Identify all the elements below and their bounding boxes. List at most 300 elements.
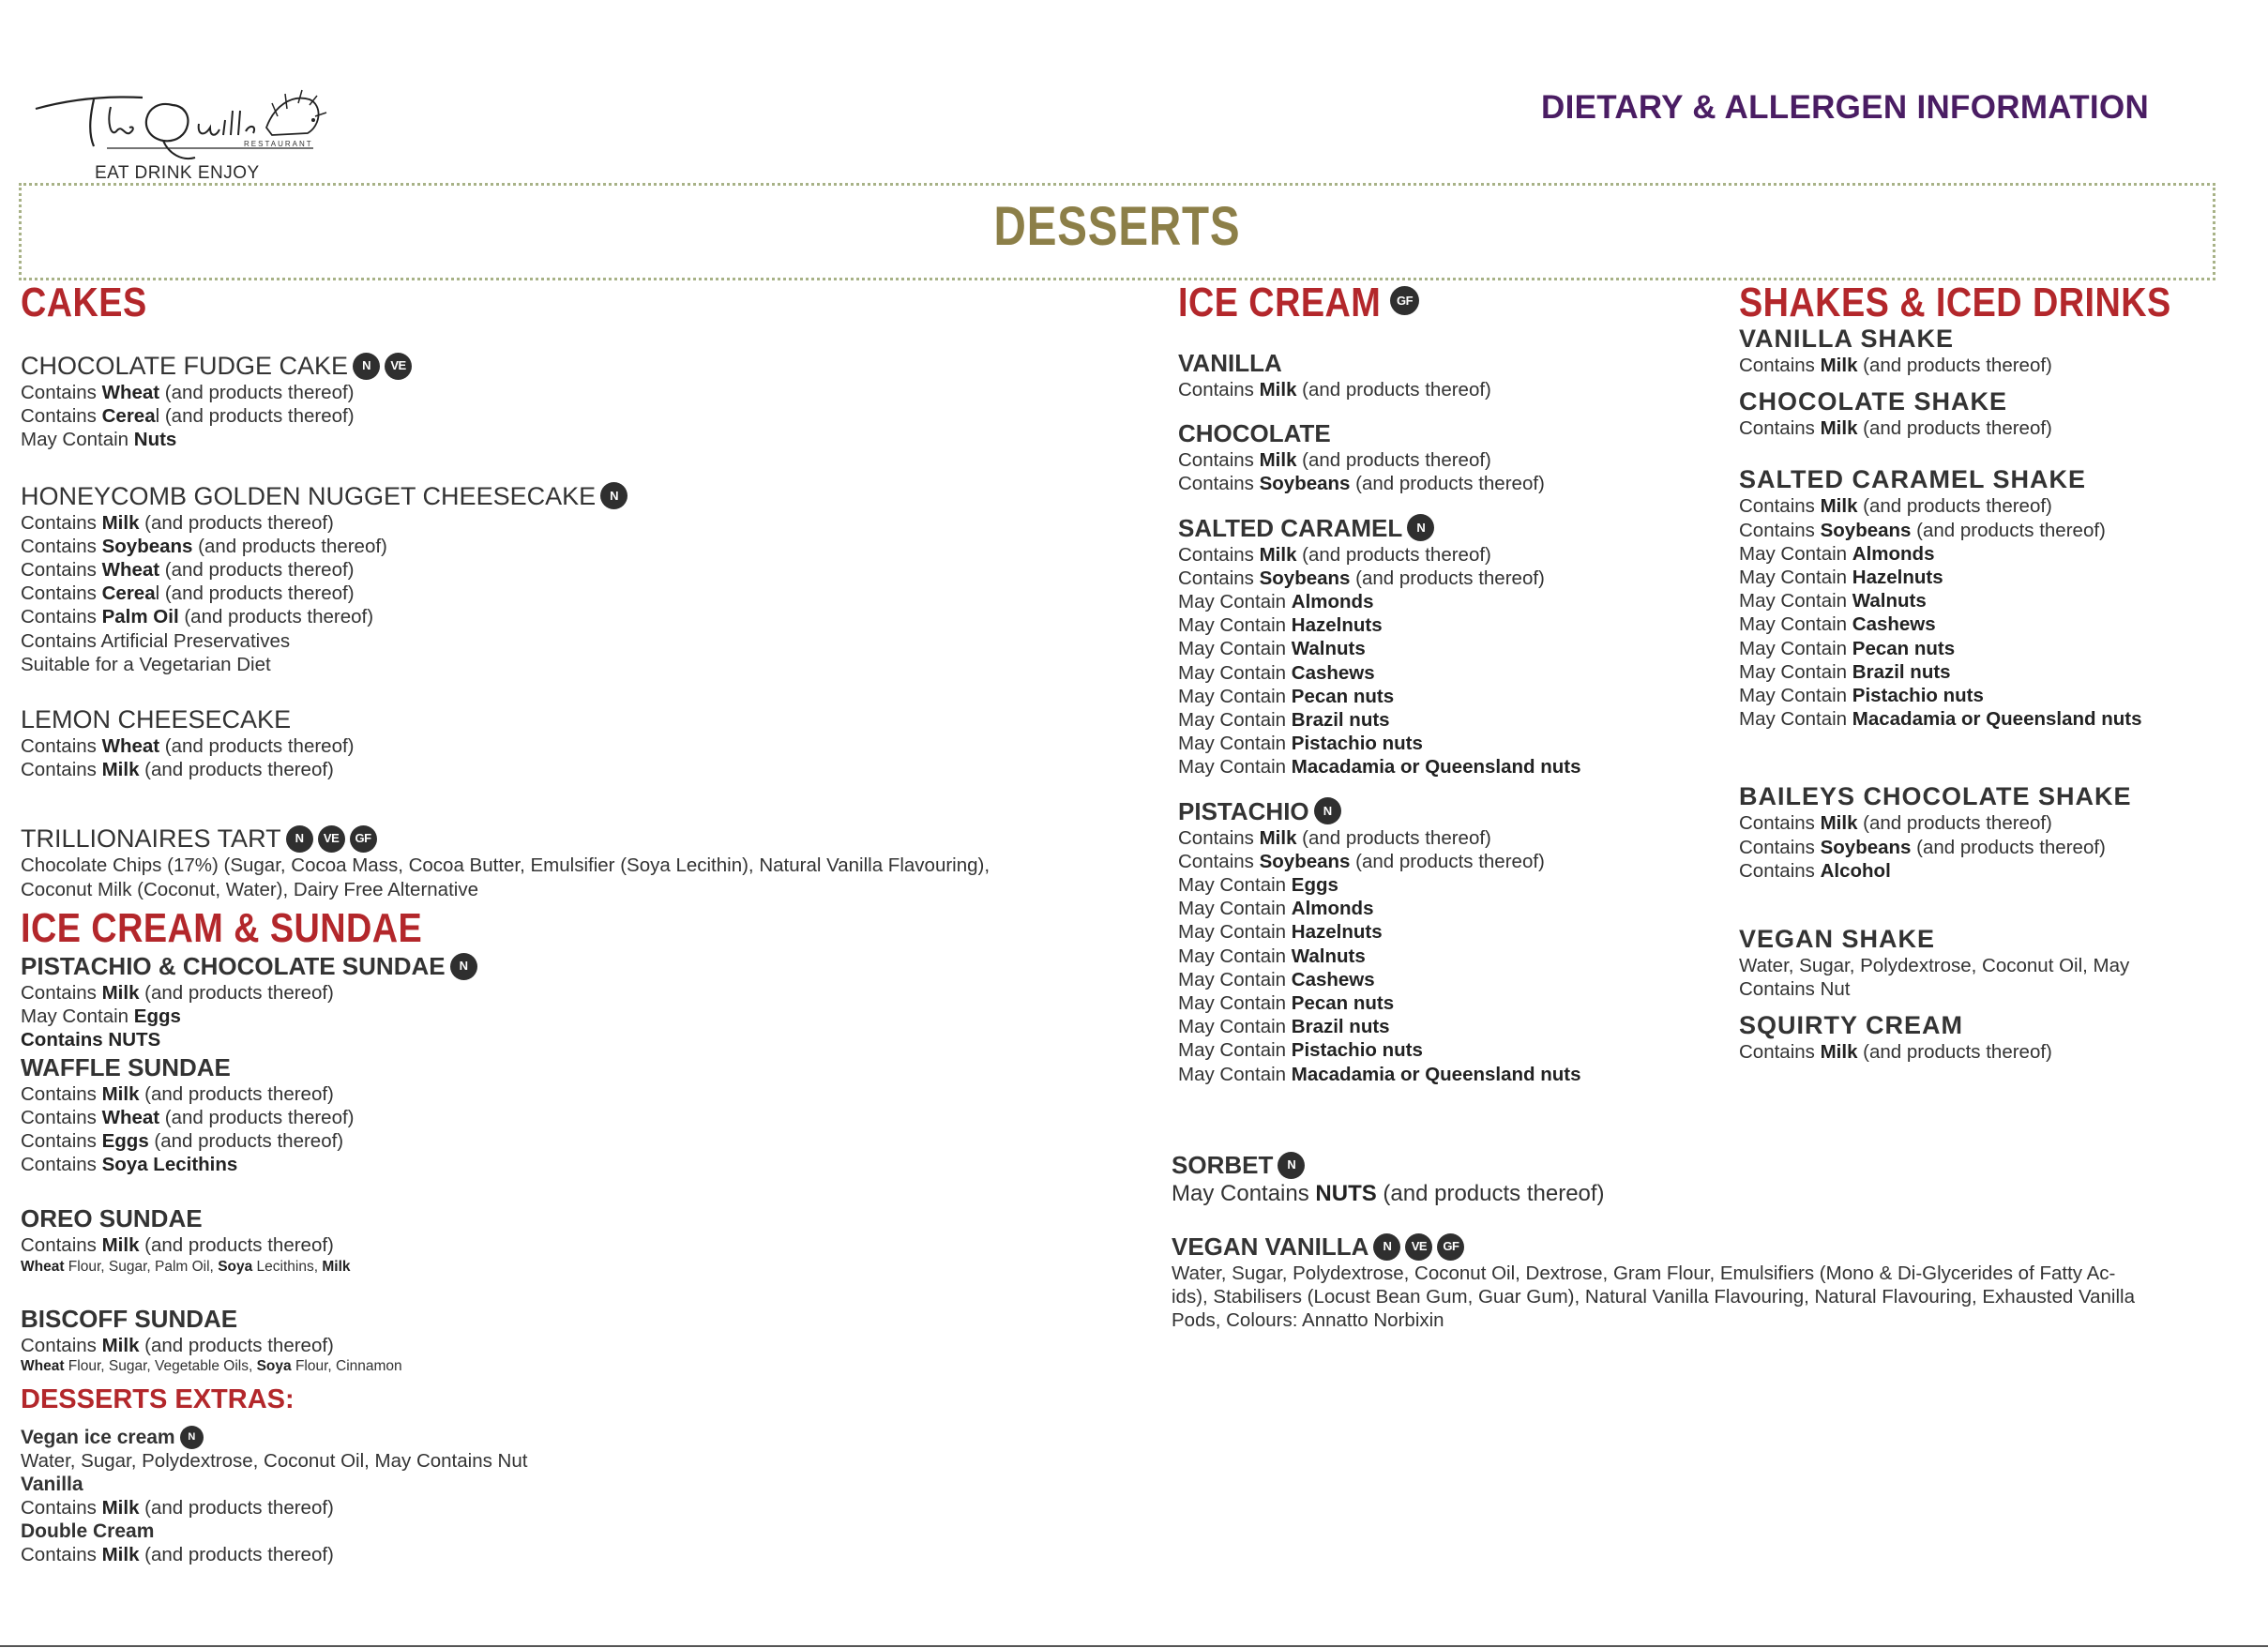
- spacer: [21, 452, 1146, 481]
- line-text: Contains: [21, 1497, 102, 1519]
- allergen-line: [1739, 1040, 2245, 1064]
- allergen-line: [21, 1496, 959, 1519]
- line-text: l (and products thereof): [155, 405, 355, 428]
- line-text: Contains: [1178, 567, 1260, 589]
- allergen-line: [21, 878, 1146, 901]
- line-text: May Contain: [1178, 1016, 1292, 1038]
- allergen-highlight: Pistachio nuts: [1852, 685, 1984, 707]
- item-name-text: VEGAN VANILLA: [1172, 1232, 1369, 1261]
- menu-item: [21, 824, 1146, 900]
- allergen-highlight: Cashews: [1291, 968, 1375, 990]
- spacer: [21, 781, 1146, 824]
- item-name: [1739, 324, 2245, 354]
- line-text: May Contain: [1178, 874, 1292, 897]
- allergen-line: [21, 981, 1146, 1005]
- allergen-highlight: Wheat: [101, 735, 160, 758]
- line-text: May Contain: [1178, 1039, 1292, 1062]
- line-text: May Contain: [1739, 637, 1852, 659]
- item-name: [21, 1052, 1146, 1082]
- shakes-heading: SHAKES & ICED DRINKS: [1739, 280, 2171, 325]
- menu-item: [21, 1052, 1146, 1177]
- item-name-text: VANILLA: [1178, 349, 1282, 377]
- line-text: Contains: [1178, 473, 1260, 495]
- spacer: [1739, 1001, 2245, 1010]
- item-name-text: BISCOFF SUNDAE: [21, 1304, 238, 1333]
- allergen-line: [1172, 1285, 2222, 1308]
- line-text: May Contain: [1739, 542, 1852, 565]
- line-text: Flour, Sugar, Vegetable Oils,: [64, 1357, 257, 1374]
- line-text: Suitable for a Vegetarian Diet: [21, 653, 271, 675]
- line-text: May Contain: [1178, 638, 1292, 660]
- allergen-highlight: Milk: [1259, 379, 1297, 401]
- line-text: Water, Sugar, Polydextrose, Coconut Oil, May: [1739, 955, 2130, 977]
- desserts-extras-heading: DESSERTS EXTRAS:: [21, 1384, 295, 1414]
- line-text: May Contain: [1178, 661, 1292, 684]
- line-text: Contains: [21, 759, 102, 781]
- line-text: (and products thereof): [1296, 379, 1491, 401]
- line-text: (and products thereof): [139, 759, 334, 781]
- menu-item: [1172, 1150, 2222, 1208]
- allergen-highlight: Soybeans: [1259, 473, 1351, 495]
- line-text: (and products thereof): [1350, 850, 1545, 872]
- allergen-line: [1739, 494, 2245, 518]
- line-text: (and products thereof): [178, 606, 374, 628]
- line-text: Pods, Colours: Annatto Norbixin: [1172, 1309, 1444, 1332]
- dietary-badge-icon: GF: [350, 825, 377, 853]
- line-text: Contains: [1739, 836, 1821, 858]
- spacer: [1172, 1208, 2222, 1232]
- allergen-highlight: Eggs: [101, 1130, 149, 1153]
- line-text: Contains: [1178, 379, 1260, 401]
- menu-item: [21, 1203, 1146, 1276]
- dietary-badge-icon: N: [353, 353, 380, 380]
- line-text: Contains: [1178, 543, 1260, 566]
- line-text: May Contain: [21, 1005, 134, 1028]
- line-text: (and products thereof): [1857, 812, 2052, 835]
- allergen-highlight: Macadamia or Queensland nuts: [1291, 756, 1581, 779]
- allergen-highlight: Pistachio nuts: [1291, 1039, 1423, 1062]
- allergen-highlight: Eggs: [1291, 874, 1338, 897]
- line-text: Contains: [1739, 495, 1821, 518]
- line-text: (and products thereof): [139, 1497, 334, 1519]
- line-text: May Contain: [1178, 992, 1292, 1015]
- line-text: May Contain: [1739, 660, 1852, 683]
- brand-tagline: EAT DRINK ENJOY: [95, 163, 260, 183]
- allergen-highlight: Walnuts: [1852, 590, 1927, 612]
- item-name: [1739, 781, 2245, 811]
- allergen-highlight: Milk: [1259, 449, 1297, 472]
- line-text: May Contains: [1172, 1181, 1316, 1206]
- allergen-highlight: Milk: [322, 1258, 351, 1275]
- allergen-highlight: Eggs: [133, 1005, 181, 1028]
- line-text: (and products thereof): [1296, 826, 1491, 849]
- line-text: Contains: [21, 735, 102, 758]
- allergen-line: [1739, 811, 2245, 835]
- sorbet-list: [1172, 1150, 2222, 1333]
- allergen-highlight: Almonds: [1291, 591, 1374, 613]
- item-name-text: SQUIRTY CREAM: [1739, 1011, 1964, 1040]
- bottom-rule: [0, 1645, 2268, 1647]
- desserts-banner: [19, 183, 2215, 280]
- allergen-line: [21, 653, 1146, 676]
- allergen-line: [21, 511, 1146, 535]
- line-text: Contains: [21, 1106, 102, 1128]
- allergen-highlight: Wheat: [101, 382, 160, 403]
- item-name-text: PISTACHIO & CHOCOLATE SUNDAE: [21, 952, 446, 980]
- allergen-line: [21, 758, 1146, 781]
- allergen-highlight: Macadamia or Queensland nuts: [1852, 708, 2142, 731]
- line-text: (and products thereof): [139, 982, 334, 1004]
- line-text: Contains: [21, 982, 102, 1004]
- line-text: (and products thereof): [1296, 543, 1491, 566]
- item-name-text: HONEYCOMB GOLDEN NUGGET CHEESECAKE: [21, 481, 597, 510]
- allergen-line: [1739, 354, 2245, 377]
- allergen-line: [1739, 542, 2245, 566]
- allergen-highlight: Nuts: [133, 429, 177, 451]
- line-text: (and products thereof): [159, 559, 355, 582]
- line-text: Contains Nut: [1739, 978, 1851, 1001]
- line-text: Contains: [21, 1234, 102, 1257]
- line-text: Contains: [21, 1544, 102, 1566]
- menu-item: [1739, 324, 2245, 377]
- allergen-line: [21, 629, 1146, 653]
- line-text: Water, Sugar, Polydextrose, Coconut Oil, Dextrose, Gram Flour, Emulsifiers (Mono & Di-Glycerides of Fatty Ac-: [1172, 1262, 2116, 1284]
- allergen-line: [21, 1005, 1146, 1028]
- allergen-highlight: Soybeans: [1259, 850, 1351, 872]
- allergen-line: [1739, 977, 2245, 1001]
- menu-item: [21, 951, 1146, 1052]
- allergen-line: [21, 1129, 1146, 1153]
- allergen-line: [1739, 836, 2245, 859]
- item-name: [1172, 1150, 2222, 1180]
- extras-list: [21, 1426, 959, 1567]
- allergen-highlight: Soya Lecithins: [101, 1154, 238, 1176]
- line-text: Contains: [21, 405, 102, 428]
- menu-item: [1739, 386, 2245, 440]
- allergen-line: [1739, 954, 2245, 977]
- line-text: May Contain: [1178, 968, 1292, 990]
- allergen-highlight: Milk: [1820, 355, 1858, 376]
- line-text: Lecithins,: [252, 1258, 323, 1275]
- line-text: May Contain: [1178, 921, 1292, 944]
- menu-item: [21, 1426, 959, 1473]
- allergen-highlight: Pistachio nuts: [1291, 733, 1423, 755]
- allergen-highlight: Hazelnuts: [1291, 614, 1383, 637]
- line-text: May Contain: [1178, 1063, 1292, 1085]
- item-name: [21, 1473, 959, 1496]
- allergen-highlight: Milk: [1820, 812, 1858, 835]
- menu-item: [21, 351, 1146, 452]
- item-name-text: CHOCOLATE SHAKE: [1739, 387, 2008, 416]
- item-name-text: SALTED CARAMEL SHAKE: [1739, 465, 2087, 494]
- item-name: [1739, 464, 2245, 494]
- line-text: May Contain: [1178, 898, 1292, 920]
- menu-item: [1172, 1232, 2222, 1333]
- allergen-highlight: Milk: [1259, 826, 1297, 849]
- allergen-line: [21, 1334, 1146, 1357]
- item-name-text: TRILLIONAIRES TART: [21, 824, 281, 854]
- line-text: Contains: [1178, 850, 1260, 872]
- item-name-text: VEGAN SHAKE: [1739, 925, 1936, 954]
- menu-item: [21, 1304, 1146, 1376]
- line-text: (and products thereof): [139, 1082, 334, 1105]
- item-name: [1172, 1232, 2222, 1262]
- dietary-badge-icon: N: [1407, 514, 1434, 541]
- line-text: Contains: [21, 1334, 102, 1356]
- spacer: [1739, 440, 2245, 464]
- line-text: Contains: [1739, 859, 1821, 882]
- allergen-line: [1172, 1308, 2222, 1332]
- line-text: May Contain: [1739, 708, 1852, 731]
- allergen-highlight: Milk: [101, 982, 140, 1004]
- allergen-line: [21, 1543, 959, 1566]
- item-name: [21, 481, 1146, 511]
- line-text: May Contain: [1739, 567, 1852, 589]
- line-text: May Contain: [1739, 590, 1852, 612]
- dietary-badge-icon: VE: [1405, 1233, 1432, 1261]
- allergen-line: [1739, 416, 2245, 440]
- spacer: [1739, 731, 2245, 781]
- allergen-highlight: Hazelnuts: [1852, 567, 1943, 589]
- cakes-heading: CAKES: [21, 280, 147, 325]
- allergen-highlight: Pecan nuts: [1291, 992, 1395, 1015]
- menu-item: [1739, 464, 2245, 731]
- spacer: [1739, 377, 2245, 386]
- allergen-line: [1739, 859, 2245, 883]
- line-text: Coconut Milk (Coconut, Water), Dairy Free Alternative: [21, 878, 478, 900]
- line-text: (and products thereof): [139, 1234, 334, 1257]
- line-text: May Contain: [1178, 591, 1292, 613]
- allergen-line: [21, 734, 1146, 758]
- allergen-highlight: Soya: [256, 1357, 292, 1374]
- item-name-text: Double Cream: [21, 1520, 155, 1543]
- item-name-text: Vanilla: [21, 1474, 83, 1496]
- allergen-highlight: Almonds: [1291, 898, 1374, 920]
- allergen-highlight: Pecan nuts: [1852, 637, 1956, 659]
- line-text: May Contain: [1178, 709, 1292, 732]
- allergen-highlight: Wheat: [101, 559, 160, 582]
- allergen-line: [1739, 684, 2245, 707]
- allergen-line: [21, 1082, 1146, 1106]
- allergen-line: [21, 1449, 959, 1473]
- dietary-badge-icon: N: [1278, 1152, 1305, 1179]
- svg-text:RESTAURANT: RESTAURANT: [244, 140, 313, 148]
- allergen-line: [1739, 707, 2245, 731]
- sundae-list: [21, 951, 1146, 1376]
- line-text: (and products thereof): [139, 1334, 334, 1356]
- allergen-line: [21, 558, 1146, 582]
- item-name: [21, 1519, 959, 1543]
- allergen-highlight: Milk: [1820, 417, 1858, 440]
- line-text: (and products thereof): [1911, 519, 2106, 541]
- line-text: (and products thereof): [1350, 567, 1545, 589]
- allergen-line: [21, 428, 1146, 451]
- allergen-highlight: Milk: [1820, 1041, 1858, 1064]
- allergen-line: [21, 404, 1146, 428]
- allergen-highlight: Almonds: [1852, 542, 1935, 565]
- item-name: [21, 824, 1146, 854]
- allergen-line: [21, 1028, 1146, 1051]
- allergen-highlight: Walnuts: [1291, 945, 1366, 967]
- allergen-highlight: Brazil nuts: [1852, 660, 1951, 683]
- allergen-highlight: Pecan nuts: [1291, 685, 1395, 707]
- allergen-highlight: Contains: [21, 1029, 109, 1051]
- banner-title: DESSERTS: [993, 196, 1241, 257]
- line-text: (and products thereof): [1376, 1181, 1605, 1206]
- allergen-line: [21, 1106, 1146, 1129]
- allergen-highlight: Cerea: [101, 582, 156, 605]
- line-text: Water, Sugar, Polydextrose, Coconut Oil, May Contains Nut: [21, 1450, 528, 1472]
- shakes-list: [1739, 324, 2245, 1065]
- line-text: Contains: [1739, 812, 1821, 835]
- allergen-highlight: Milk: [101, 1497, 140, 1519]
- dietary-badge-icon: VE: [385, 353, 412, 380]
- line-text: (and products thereof): [159, 1106, 355, 1128]
- dietary-badge-icon: VE: [318, 825, 345, 853]
- line-text: (and products thereof): [1857, 417, 2052, 440]
- line-text: Contains: [1739, 355, 1821, 376]
- allergen-line: [21, 1233, 1146, 1257]
- allergen-highlight: Soybeans: [1820, 836, 1912, 858]
- item-name-text: CHOCOLATE: [1178, 419, 1331, 448]
- allergen-highlight: Soya: [218, 1258, 253, 1275]
- allergen-line: [1739, 660, 2245, 684]
- allergen-highlight: Wheat: [101, 1106, 160, 1128]
- ice-cream-sundae-heading: ICE CREAM & SUNDAE: [21, 905, 423, 951]
- item-name-text: Vegan ice cream: [21, 1427, 175, 1448]
- allergen-highlight: Cashews: [1291, 661, 1375, 684]
- line-text: May Contain: [1178, 685, 1292, 707]
- menu-item: [1739, 781, 2245, 883]
- cakes-list: [21, 351, 1146, 901]
- allergen-line: [1739, 589, 2245, 612]
- gluten-free-badge: GF: [1390, 286, 1419, 315]
- menu-item: [1739, 1010, 2245, 1064]
- item-name-text: SALTED CARAMEL: [1178, 513, 1403, 542]
- allergen-line: [1739, 612, 2245, 636]
- line-text: Contains: [1739, 519, 1821, 541]
- line-text: Contains: [21, 606, 102, 628]
- dietary-badge-icon: N: [1373, 1233, 1400, 1261]
- line-text: Contains: [21, 382, 102, 403]
- line-text: l (and products thereof): [155, 582, 355, 605]
- allergen-line: [21, 582, 1146, 605]
- line-text: Contains: [21, 1154, 102, 1176]
- line-text: (and products thereof): [1857, 495, 2052, 518]
- spacer: [21, 676, 1146, 704]
- allergen-highlight: Milk: [101, 1544, 140, 1566]
- allergen-highlight: Milk: [101, 1234, 140, 1257]
- dietary-badge-icon: GF: [1437, 1233, 1464, 1261]
- menu-item: [1739, 924, 2245, 1001]
- line-text: (and products thereof): [192, 535, 387, 557]
- spacer: [1739, 883, 2245, 924]
- line-text: Contains: [21, 582, 102, 605]
- item-name: [21, 1304, 1146, 1334]
- allergen-line: [21, 1153, 1146, 1176]
- allergen-line: [1739, 566, 2245, 589]
- line-text: May Contain: [1178, 945, 1292, 967]
- line-text: (and products thereof): [139, 1544, 334, 1566]
- line-text: Contains: [1739, 1041, 1821, 1064]
- allergen-highlight: Wheat: [21, 1357, 65, 1374]
- allergen-highlight: Palm Oil: [101, 606, 179, 628]
- line-text: May Contain: [1178, 756, 1292, 779]
- line-text: (and products thereof): [1911, 836, 2106, 858]
- allergen-line: [21, 605, 1146, 628]
- item-name: [21, 1426, 959, 1449]
- item-name: [21, 1203, 1146, 1233]
- line-text: (and products thereof): [1350, 473, 1545, 495]
- document-title: DIETARY & ALLERGEN INFORMATION: [1541, 89, 2150, 126]
- line-text: ids), Stabilisers (Locust Bean Gum, Guar Gum), Natural Vanilla Flavouring, Natural Flavouring, Exhausted Vanilla: [1172, 1286, 2135, 1308]
- line-text: Contains: [21, 511, 102, 534]
- line-text: Contains: [21, 535, 102, 557]
- ice-cream-heading-text: ICE CREAM: [1178, 280, 1382, 325]
- line-text: (and products thereof): [1857, 1041, 2052, 1064]
- line-text: Contains: [1178, 826, 1260, 849]
- line-text: Contains Artificial Preservatives: [21, 629, 291, 652]
- item-name-text: LEMON CHEESECAKE: [21, 705, 292, 734]
- dietary-badge-icon: N: [450, 953, 477, 980]
- ingredients-line: [21, 1258, 1146, 1277]
- allergen-highlight: Soybeans: [1820, 519, 1912, 541]
- line-text: (and products thereof): [148, 1130, 344, 1153]
- allergen-line: [1739, 519, 2245, 542]
- allergen-highlight: Wheat: [21, 1258, 65, 1275]
- allergen-highlight: Brazil nuts: [1291, 1016, 1390, 1038]
- allergen-highlight: Cerea: [101, 405, 156, 428]
- line-text: Contains: [21, 1130, 102, 1153]
- item-name: [21, 704, 1146, 734]
- item-name: [21, 951, 1146, 981]
- line-text: May Contain: [1739, 685, 1852, 707]
- dietary-badge-icon: N: [286, 825, 313, 853]
- allergen-highlight: NUTS: [108, 1029, 161, 1051]
- allergen-highlight: Milk: [101, 511, 140, 534]
- allergen-highlight: Brazil nuts: [1291, 709, 1390, 732]
- line-text: May Contain: [1739, 613, 1852, 636]
- line-text: (and products thereof): [139, 511, 334, 534]
- line-text: Flour, Cinnamon: [291, 1357, 402, 1374]
- allergen-highlight: Soybeans: [1259, 567, 1351, 589]
- item-name-text: OREO SUNDAE: [21, 1204, 203, 1233]
- item-name: [1739, 1010, 2245, 1040]
- allergen-highlight: Milk: [1820, 495, 1858, 518]
- allergen-highlight: Milk: [101, 759, 140, 781]
- allergen-highlight: Milk: [101, 1082, 140, 1105]
- line-text: Contains: [21, 559, 102, 582]
- item-name-text: SORBET: [1172, 1151, 1274, 1179]
- allergen-highlight: Macadamia or Queensland nuts: [1291, 1063, 1581, 1085]
- allergen-line: [1172, 1262, 2222, 1285]
- dietary-badge-icon: N: [1314, 797, 1341, 824]
- allergen-highlight: Alcohol: [1820, 859, 1891, 882]
- line-text: Contains: [1178, 449, 1260, 472]
- line-text: Contains: [1739, 417, 1821, 440]
- item-name-text: PISTACHIO: [1178, 796, 1309, 825]
- spacer: [21, 1277, 1146, 1304]
- allergen-highlight: Milk: [1259, 543, 1297, 566]
- dietary-badge-icon: N: [600, 482, 627, 509]
- allergen-highlight: Soybeans: [101, 535, 193, 557]
- line-text: May Contain: [1178, 733, 1292, 755]
- allergen-highlight: NUTS: [1315, 1181, 1377, 1206]
- dietary-badge-icon: N: [180, 1426, 204, 1449]
- item-name-text: BAILEYS CHOCOLATE SHAKE: [1739, 782, 2132, 811]
- line-text: May Contain: [21, 429, 134, 451]
- line-text: May Contain: [1178, 614, 1292, 637]
